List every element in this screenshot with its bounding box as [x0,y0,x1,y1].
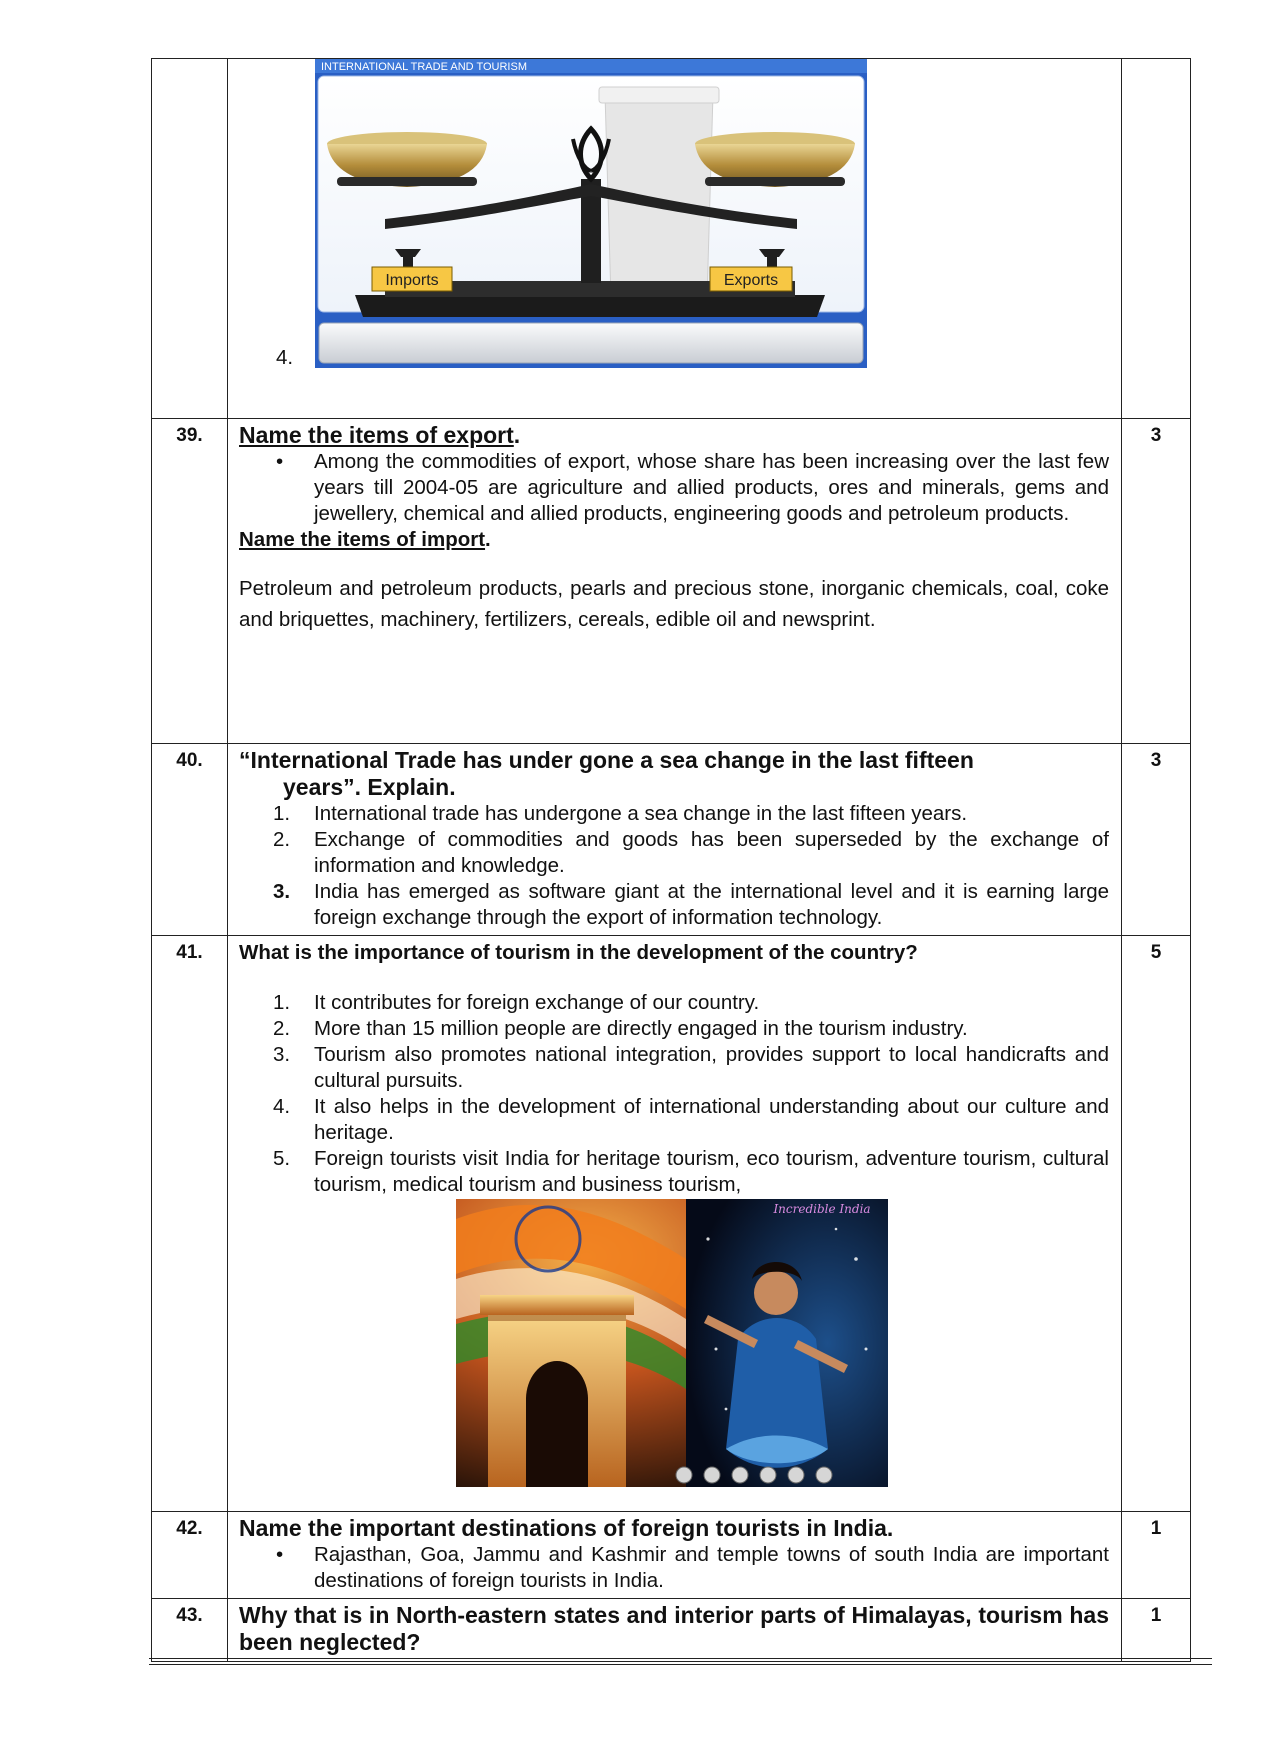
question-body-39 [228,419,1122,744]
question-body-43 [228,1599,1122,1662]
question-title: Why that is in North-eastern states and interior parts of Himalayas, tourism has been neglected? [239,1602,1109,1655]
question-number: 43. [152,1599,228,1662]
question-number: 42. [152,1512,228,1599]
question-title-line-2: years”. Explain [283,774,450,800]
question-table [151,58,1191,1662]
question-subtitle: Name the items of import [239,528,486,551]
question-number: 39. [152,419,228,744]
image-caption: Incredible India [773,1202,871,1216]
empty-marks-cell [1122,59,1191,419]
question-body-40 [228,744,1122,936]
imports-label: Imports [385,272,439,289]
image-row [152,59,1191,419]
title-period: . [513,422,521,448]
list-item: • Rajasthan, Goa, Jammu and Kashmir and temple towns of south India are important destinations of foreign tourists in India. [239,1542,1109,1594]
caption-bar [319,323,863,363]
table-bottom-double-rule [149,1658,1212,1665]
question-title: Name the items of export [239,422,514,448]
question-body-41 [228,936,1122,1512]
exports-label: Exports [723,272,779,289]
title-period: . [449,774,456,800]
list-item: 5. Foreign tourists visit India for heritage tourism, eco tourism, adventure tourism, cultural tourism, medical tourism and business tourism, [273,1147,1109,1196]
list-item: • Among the commodities of export, whose share has been increasing over the last few years till 2004-05 are agriculture and allied products, ores and minerals, gems and jewellery, chemical and allied products, engineering goods and petroleum products. [239,449,1109,527]
answer-list [239,990,1109,1198]
question-row-39 [152,419,1191,744]
answer-list [239,801,1109,931]
question-title: What is the importance of tourism in the development of the country? [239,941,918,964]
question-body-42 [228,1512,1122,1599]
banner-title: INTERNATIONAL TRADE AND TOURISM [321,61,527,73]
question-marks: 1 [1122,1599,1191,1662]
list-item: 3. Tourism also promotes national integration, provides support to local handicrafts and cultural pursuits. [273,1043,1109,1092]
list-item: 4. It also helps in the development of international understanding about our culture and heritage. [273,1095,1109,1144]
question-marks: 5 [1122,936,1191,1512]
question-number: 40. [152,744,228,936]
question-marks: 3 [1122,744,1191,936]
subtitle-period: . [485,528,491,551]
question-marks: 1 [1122,1512,1191,1599]
question-marks: 3 [1122,419,1191,744]
list-item: 2. More than 15 million people are directly engaged in the tourism industry. [273,1017,968,1040]
list-item: 1. International trade has undergone a sea change in the last fifteen years. [273,802,968,825]
question-row-43 [152,1599,1191,1662]
empty-number-cell [152,59,228,419]
trade-balance-image [315,59,867,368]
question-title [239,747,1109,801]
question-number: 41. [152,936,228,1512]
question-row-42 [152,1512,1191,1599]
list-number: 4. [276,346,294,369]
question-title-line-1: “International Trade has under gone a sea change in the last fifteen [239,747,974,773]
question-row-41 [152,936,1191,1512]
trade-image-cell [228,59,1122,419]
question-row-40 [152,744,1191,936]
export-list [239,449,1109,527]
import-paragraph: Petroleum and petroleum products, pearls and precious stone, inorganic chemicals, coal, coke and briquettes, machinery, fertilizers, cereals, edible oil and newsprint. [239,577,1109,631]
incredible-india-image [456,1199,888,1487]
list-item: 1. It contributes for foreign exchange of our country. [273,991,760,1014]
answer-list [239,1542,1109,1594]
list-item: 2. Exchange of commodities and goods has been superseded by the exchange of information and knowledge. [273,828,1109,877]
question-title: Name the important destinations of foreign tourists in India. [239,1515,894,1541]
list-item: 3. India has emerged as software giant at the international level and it is earning large foreign exchange through the export of information technology. [273,880,1109,929]
